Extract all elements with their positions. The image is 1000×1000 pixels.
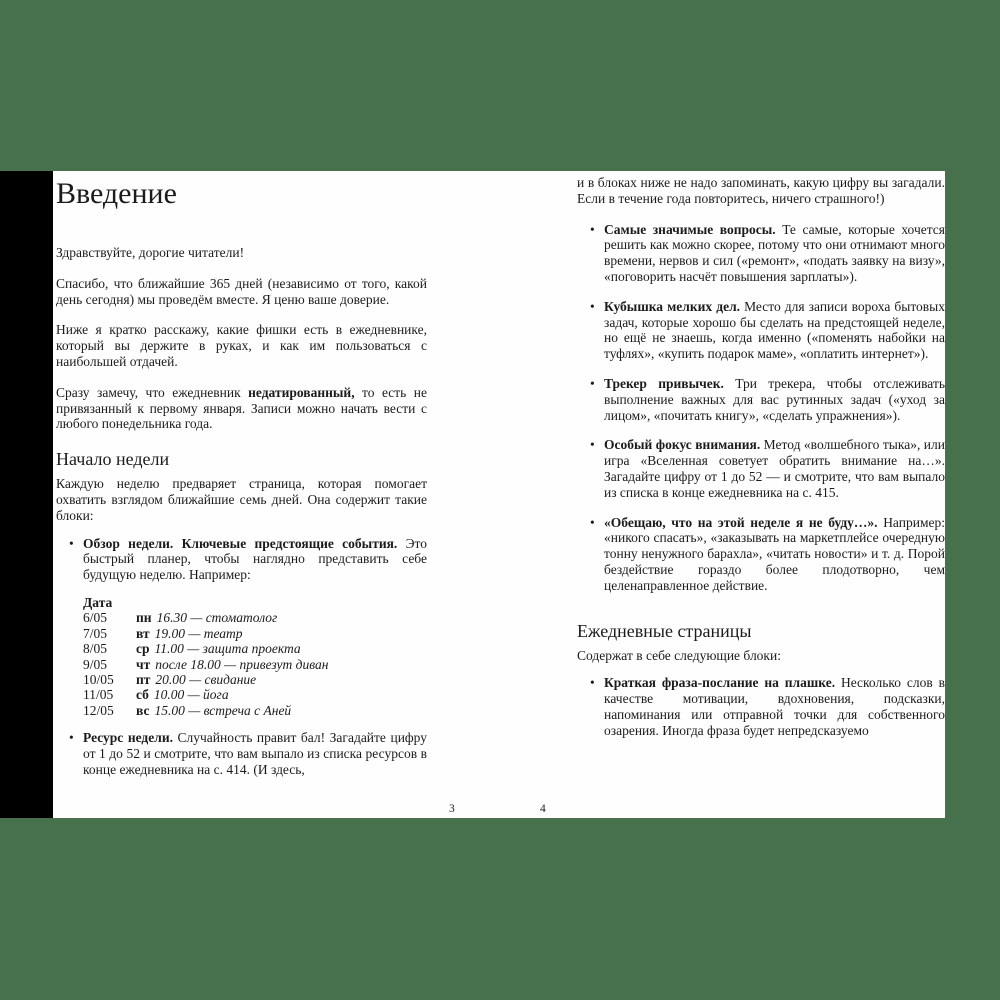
bullet-icon: • bbox=[590, 298, 595, 314]
bullet-icon: • bbox=[590, 437, 595, 453]
list-item-week-resource bbox=[56, 730, 427, 777]
overview-paragraph: Ниже я кратко расскажу, какие фишки есть в ежедневнике, который вы держите в руках, и как им пользоваться с наибольшей отдачей. bbox=[56, 322, 427, 369]
bullet-icon: • bbox=[590, 375, 595, 391]
schedule-row: 10/05 пт 20.00 — свидание bbox=[83, 671, 257, 687]
list-item-short-phrase bbox=[577, 675, 945, 738]
list-item-key-questions bbox=[577, 222, 945, 285]
right-page-column bbox=[577, 175, 945, 753]
bullet-icon: • bbox=[69, 535, 74, 551]
thanks-paragraph: Спасибо, что ближайшие 365 дней (независимо от того, какой день сегодня) мы проведём вместе. Я ценю ваше доверие. bbox=[56, 275, 427, 307]
schedule-row: 8/05 ср 11.00 — защита проекта bbox=[83, 641, 301, 657]
page-number-left: 3 bbox=[449, 803, 455, 815]
schedule-row: 12/05 вс 15.00 — встреча с Аней bbox=[83, 702, 292, 718]
schedule-row: 11/05 сб 10.00 — йога bbox=[83, 687, 229, 703]
week-schedule-example bbox=[83, 595, 427, 718]
schedule-row: 9/05 чт после 18.00 — привезут диван bbox=[83, 656, 329, 672]
bullet-icon: • bbox=[590, 675, 595, 691]
list-item-small-tasks bbox=[577, 299, 945, 362]
bullet-icon: • bbox=[590, 221, 595, 237]
section-heading-daily-pages: Ежедневные страницы bbox=[577, 620, 752, 641]
list-item-text: Краткая фраза-послание на плашке. Несколько слов в качестве мотивации, вдохновения, подсказки, напоминания или отправной точки для собственного озарения. Иногда фраза будет непредсказуемо bbox=[604, 675, 945, 738]
week-start-intro: Каждую неделю предваряет страница, которая помогает охватить взглядом ближайшие семь дней. Она содержит такие блоки: bbox=[56, 476, 427, 523]
list-item-text: Кубышка мелких дел. Место для записи вороха бытовых задач, которые хорошо бы сделать на предстоящей неделе, но ещё не знаешь, когда именно («поменять набойки на туфлях», «купить подарок маме», «оплатить интернет»). bbox=[604, 298, 945, 362]
chapter-title: Введение bbox=[56, 177, 177, 210]
daily-pages-intro: Содержат в себе следующие блоки: bbox=[577, 647, 781, 663]
greeting-paragraph: Здравствуйте, дорогие читатели! bbox=[56, 245, 245, 260]
continuation-paragraph: и в блоках ниже не надо запоминать, какую цифру вы загадали. Если в течение года повторитесь, ничего страшного!) bbox=[577, 175, 945, 206]
schedule-row: 7/05 вт 19.00 — театр bbox=[83, 625, 243, 641]
list-item-week-overview bbox=[56, 536, 427, 583]
list-item-text: Обзор недели. Ключевые предстоящие события. Это быстрый планер, чтобы наглядно представить себе будущую неделю. Например: bbox=[83, 535, 427, 583]
book-spine-shadow bbox=[0, 171, 53, 818]
list-item-promise bbox=[577, 515, 945, 594]
list-item-text: Ресурс недели. Случайность правит бал! Загадайте цифру от 1 до 52 и смотрите, что вам выпало из списка ресурсов в конце ежедневника на с. 414. (И здесь, bbox=[83, 730, 427, 777]
list-item-text: Особый фокус внимания. Метод «волшебного тыка», или игра «Вселенная советует обратить внимание на…». Загадайте цифру от 1 до 52 — и смотрите, что вам выпало из списка в конце ежедневника на с. 415. bbox=[604, 437, 945, 500]
page-number-right: 4 bbox=[540, 803, 546, 815]
undated-paragraph: Сразу замечу, что ежедневник недатированный, то есть не привязанный к первому января. Записи можно начать вести с любого понедельника года. bbox=[56, 384, 427, 432]
list-item-text: «Обещаю, что на этой неделе я не буду…». Например: «никого спасать», «заказывать на маркетплейсе очередную тонну ненужного барахла», «читать новости» и т. д. Порой бездействие гораздо более плодотворно, чем целенаправленное действие. bbox=[604, 514, 945, 593]
bullet-icon: • bbox=[69, 730, 74, 746]
schedule-header: Дата bbox=[83, 594, 113, 610]
list-item-habit-tracker bbox=[577, 376, 945, 423]
book-page-spread bbox=[53, 171, 945, 818]
left-page-column bbox=[56, 177, 427, 790]
list-item-special-focus bbox=[577, 437, 945, 500]
list-item-text: Самые значимые вопросы. Те самые, которые хочется решить как можно скорее, потому что они отнимают много времени, нервов и сил («ремонт», «подать заявку на визу», «поговорить насчёт повышения зарплаты»). bbox=[604, 221, 945, 284]
schedule-row: 6/05 пн 16.30 — стоматолог bbox=[83, 610, 278, 626]
bullet-icon: • bbox=[590, 514, 595, 530]
section-heading-week-start: Начало недели bbox=[56, 449, 170, 470]
list-item-text: Трекер привычек. Три трекера, чтобы отслеживать выполнение важных для вас рутинных задач («уход за лицом», «почитать книгу», «сделать упражнения»). bbox=[604, 375, 945, 423]
